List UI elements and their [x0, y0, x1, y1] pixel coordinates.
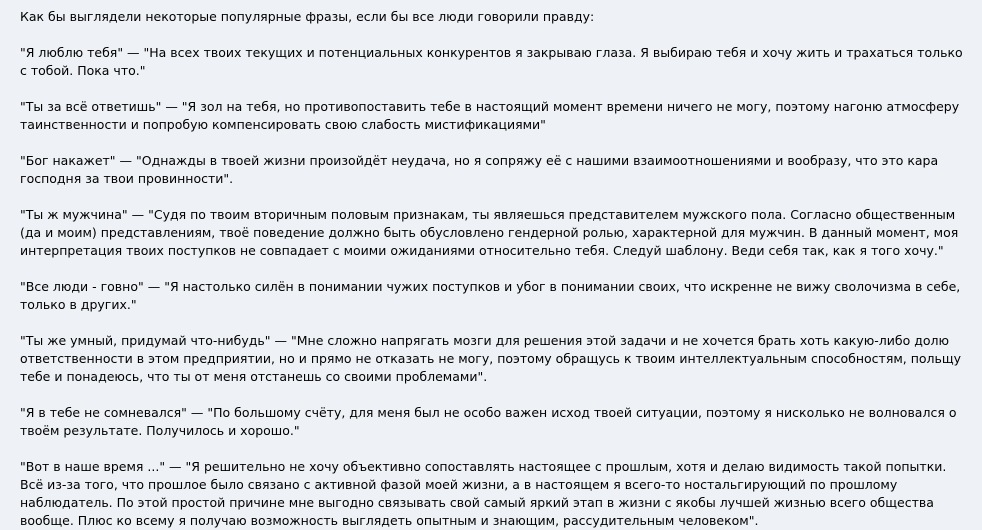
quote-paragraph: "Ты за всё ответишь" — "Я зол на тебя, но противопоставить тебе в настоящий момент времени ничего не могу, поэтому нагоню атмосферу таинственности и попробую компенсировать свою слабость мистификациями": [20, 99, 960, 132]
quote-paragraph: "Все люди - говно" — "Я настолько силён в понимании чужих поступков и убог в понимании своих, что искренне не вижу сволочизма в себе, только в других.": [20, 279, 961, 312]
quote-paragraph: "Я люблю тебя" — "На всех твоих текущих и потенциальных конкурентов я закрываю глаза. Я выбираю тебя и хочу жить и трахаться только с тобой. Пока что.": [20, 45, 963, 78]
quote-paragraph: "Ты же умный, придумай что-нибудь" — "Мне сложно напрягать мозги для решения этой задачи и не хочется брать хоть какую-либо долю ответственности в этом предприятии, но и прямо не отказать не могу, поэтому обращусь к твоим интеллектуальным способностям, польщу тебе и понадеюсь, что ты от меня отстанешь со своими проблемами".: [20, 333, 962, 384]
quote-paragraph: "Бог накажет" — "Однажды в твоей жизни произойдёт неудача, но я сопряжу её с нашими взаимоотношениями и вообразу, что это кара господня за твои провинности".: [20, 153, 939, 186]
quote-paragraph: "Вот в наше время ..." — "Я решительно не хочу объективно сопоставлять настоящее с прошлым, хотя и делаю видимость такой попытки. Всё из-за того, что прошлое было связано с активной фазой моей жизни, а в настоящем я всего-то ностальгирующий по прошлому наблюдатель. По этой простой причине мне выгодно связывать свой самый яркий этап в жизни с якобы лучшей жизнью всего общества вообще. Плюс ко всему я получаю возможность выглядеть опытным и знающим, рассудительным человеком".: [20, 459, 947, 528]
quote-paragraph: "Я в тебе не сомневался" — "По большому счёту, для меня был не особо важен исход твоей ситуации, поэтому я нисколько не волновался о твоём результате. Получилось и хорошо.": [20, 405, 957, 438]
post-intro: Как бы выглядели некоторые популярные фразы, если бы все люди говорили правду:: [20, 9, 595, 24]
quote-paragraph: "Ты ж мужчина" — "Судя по твоим вторичным половым признакам, ты являешься представителем мужского пола. Согласно общественным (да и моим) представлениям, твоё поведение должно быть обусловлено гендерной ролью, характерной для мужчин. В данный момент, моя интерпретация твоих поступков не совпадает с моими ожиданиями относительно тебя. Следуй шаблону. Веди себя так, как я того хочу.": [20, 207, 959, 258]
